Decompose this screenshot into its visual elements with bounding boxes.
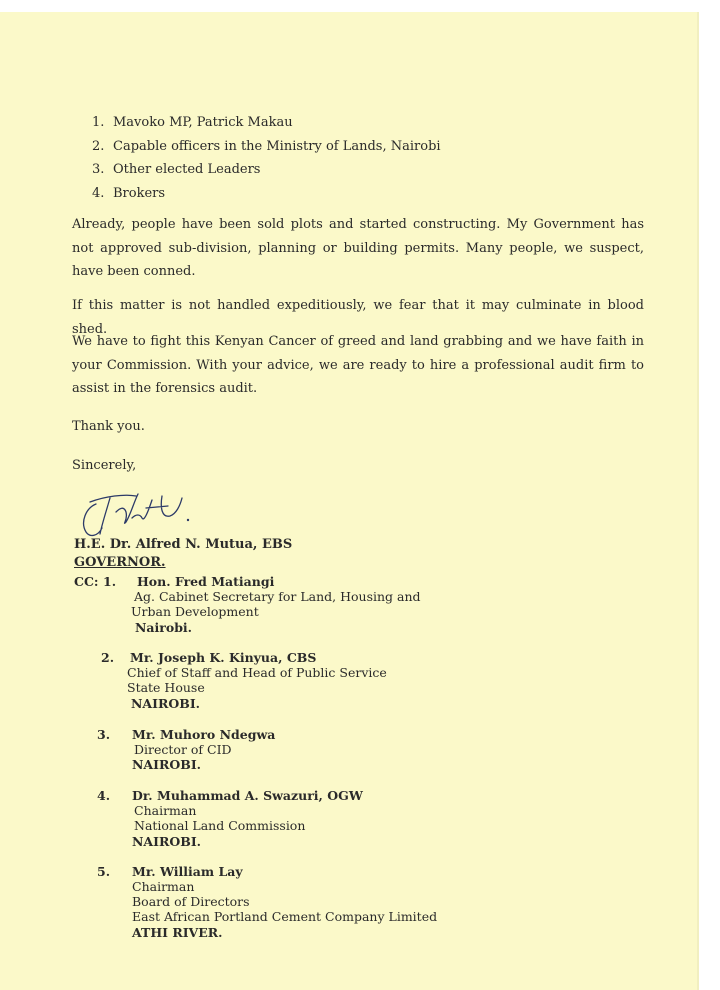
sender-title: GOVERNOR. <box>74 555 166 570</box>
paragraph-blood-shed: If this matter is not handled expeditiously, we fear that it may culminate in blood shed. <box>72 298 644 337</box>
cc-number: 3. <box>97 727 111 742</box>
cc-location: NAIROBI. <box>132 834 202 849</box>
cc-number: 2. <box>101 650 115 665</box>
cc-name: Mr. Muhoro Ndegwa <box>132 727 276 742</box>
cc-line: Chairman <box>134 803 197 818</box>
cc-line: Urban Development <box>131 604 259 619</box>
cc-line: National Land Commission <box>134 818 306 833</box>
cc-number: 4. <box>97 788 111 803</box>
cc-name: Hon. Fred Matiangi <box>137 574 275 589</box>
cc-line: Director of CID <box>134 742 232 757</box>
signature-image <box>76 482 206 542</box>
cc-line: Chairman <box>132 879 195 894</box>
cc-location: NAIROBI. <box>132 757 202 772</box>
cc-line: East African Portland Cement Company Limited <box>132 909 438 924</box>
cc-number: 5. <box>97 864 111 879</box>
letter-page: 1. Mavoko MP, Patrick Makau 2. Capable officers in the Ministry of Lands, Nairobi 3. Other elected Leaders 4. Brokers Already, people have been sold plots and started constructing. My Government has not approved sub-division, planning or building permits. Many people, we suspect, have been conned. If this matter is not handled expeditiously, we fear that it may culminate in blood shed. We have to fight this Kenyan Cancer of greed and land grabbing and we have faith in your Commission. With your advice, we are ready to hire a professional audit firm to assist in the forensics audit. Thank you. Sincerely, H.E. Dr. Alfred N. Mutua, EBS GOVERNOR. CC: 1. Hon. Fred Matiangi Ag. Cabinet Secretary for Land, Housing and Urban Development Nairobi. 2. Mr. Joseph K. Kinyua, CBS Chief of Staff and Head of Public Service State House NAIROBI. 3. Mr. Muhoro Ndegwa Director of CID NAIROBI. 4. Dr. Muhammad A. Swazuri, OGW Chairman National Land Commission NAIROBI. 5. Mr. William Lay Chairman Board of Directors East African Portland Cement Company Limited ATHI RIVER. <box>0 12 697 990</box>
cc-label: CC: <box>74 574 99 589</box>
sender-name: H.E. Dr. Alfred N. Mutua, EBS <box>74 537 293 552</box>
closing-salutation: Sincerely, <box>72 458 137 473</box>
cc-line: Chief of Staff and Head of Public Service <box>127 665 387 680</box>
paragraph-kenyan-cancer: We have to fight this Kenyan Cancer of greed and land grabbing and we have faith in your Commission. With your advice, we are ready to hire a professional audit firm to assist in the forensics audit. <box>72 334 644 396</box>
cc-name: Mr. Joseph K. Kinyua, CBS <box>130 650 317 665</box>
cc-name: Mr. William Lay <box>132 864 243 879</box>
paragraph-thank-you: Thank you. <box>72 419 145 434</box>
cc-location: Nairobi. <box>135 620 193 635</box>
cc-line: State House <box>127 680 205 695</box>
cc-line: Ag. Cabinet Secretary for Land, Housing and <box>134 589 421 604</box>
cc-location: NAIROBI. <box>131 696 201 711</box>
paragraph-plots-sold: Already, people have been sold plots and started constructing. My Government has not approved sub-division, planning or building permits. Many people, we suspect, have been conned. <box>72 217 644 279</box>
cc-line: Board of Directors <box>132 894 250 909</box>
cc-name: Dr. Muhammad A. Swazuri, OGW <box>132 788 363 803</box>
cc-number: 1. <box>103 574 117 589</box>
cc-location: ATHI RIVER. <box>132 925 223 940</box>
